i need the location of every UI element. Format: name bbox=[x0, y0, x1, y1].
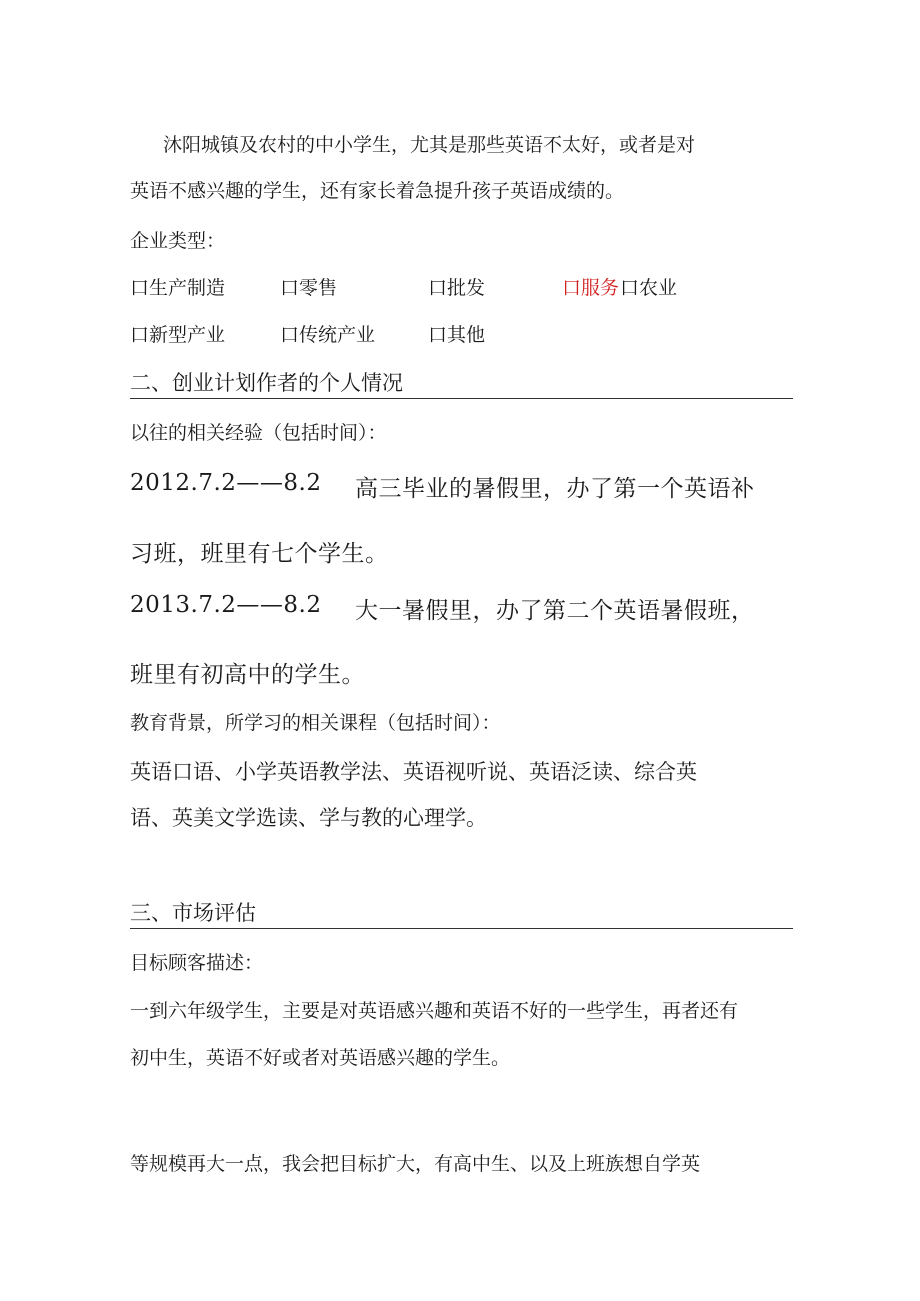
experience-label: 以往的相关经验（包括时间）： bbox=[130, 422, 387, 444]
intro-line-1: 沐阳城镇及农村的中小学生，尤其是那些英语不太好，或者是对 bbox=[163, 134, 696, 156]
target-line-2: 初中生，英语不好或者对英语感兴趣的学生。 bbox=[130, 1047, 511, 1069]
checkbox-new-industry[interactable]: 口新型产业 bbox=[130, 324, 226, 346]
experience-2-text: 大一暑假里，办了第二个英语暑假班， bbox=[355, 598, 755, 624]
experience-1-date: 2012.7.2——8.2 bbox=[130, 470, 322, 496]
section3-divider bbox=[130, 928, 793, 929]
intro-line-2: 英语不感兴趣的学生，还有家长着急提升孩子英语成绩的。 bbox=[130, 180, 625, 202]
education-label: 教育背景，所学习的相关课程（包括时间）： bbox=[130, 712, 501, 734]
section2-heading: 二、创业计划作者的个人情况 bbox=[130, 371, 403, 395]
checkbox-other[interactable]: 口其他 bbox=[428, 324, 486, 346]
checkbox-wholesale[interactable]: 口批发 bbox=[428, 277, 486, 299]
checkbox-manufacturing[interactable]: 口生产制造 bbox=[130, 277, 226, 299]
section2-divider bbox=[130, 398, 793, 399]
section3-heading: 三、市场评估 bbox=[130, 901, 256, 925]
checkbox-retail[interactable]: 口零售 bbox=[280, 277, 338, 299]
checkbox-traditional-industry[interactable]: 口传统产业 bbox=[280, 324, 376, 346]
target-line-1: 一到六年级学生，主要是对英语感兴趣和英语不好的一些学生，再者还有 bbox=[130, 1000, 739, 1022]
enterprise-type-label: 企业类型： bbox=[130, 230, 226, 252]
experience-2-date: 2013.7.2——8.2 bbox=[130, 592, 322, 618]
experience-1-text: 高三毕业的暑假里，办了第一个英语补 bbox=[355, 476, 755, 502]
checkbox-service[interactable]: 口服务 bbox=[562, 277, 620, 299]
courses-line-1: 英语口语、小学英语教学法、英语视听说、英语泛读、综合英 bbox=[130, 760, 697, 784]
future-line: 等规模再大一点，我会把目标扩大，有高中生、以及上班族想自学英 bbox=[130, 1153, 701, 1175]
checkbox-agriculture[interactable]: 口农业 bbox=[620, 277, 678, 299]
courses-line-2: 语、英美文学选读、学与教的心理学。 bbox=[130, 806, 487, 830]
experience-1-cont: 习班，班里有七个学生。 bbox=[130, 541, 389, 567]
experience-2-cont: 班里有初高中的学生。 bbox=[130, 662, 365, 688]
target-label: 目标顾客描述： bbox=[130, 952, 264, 974]
